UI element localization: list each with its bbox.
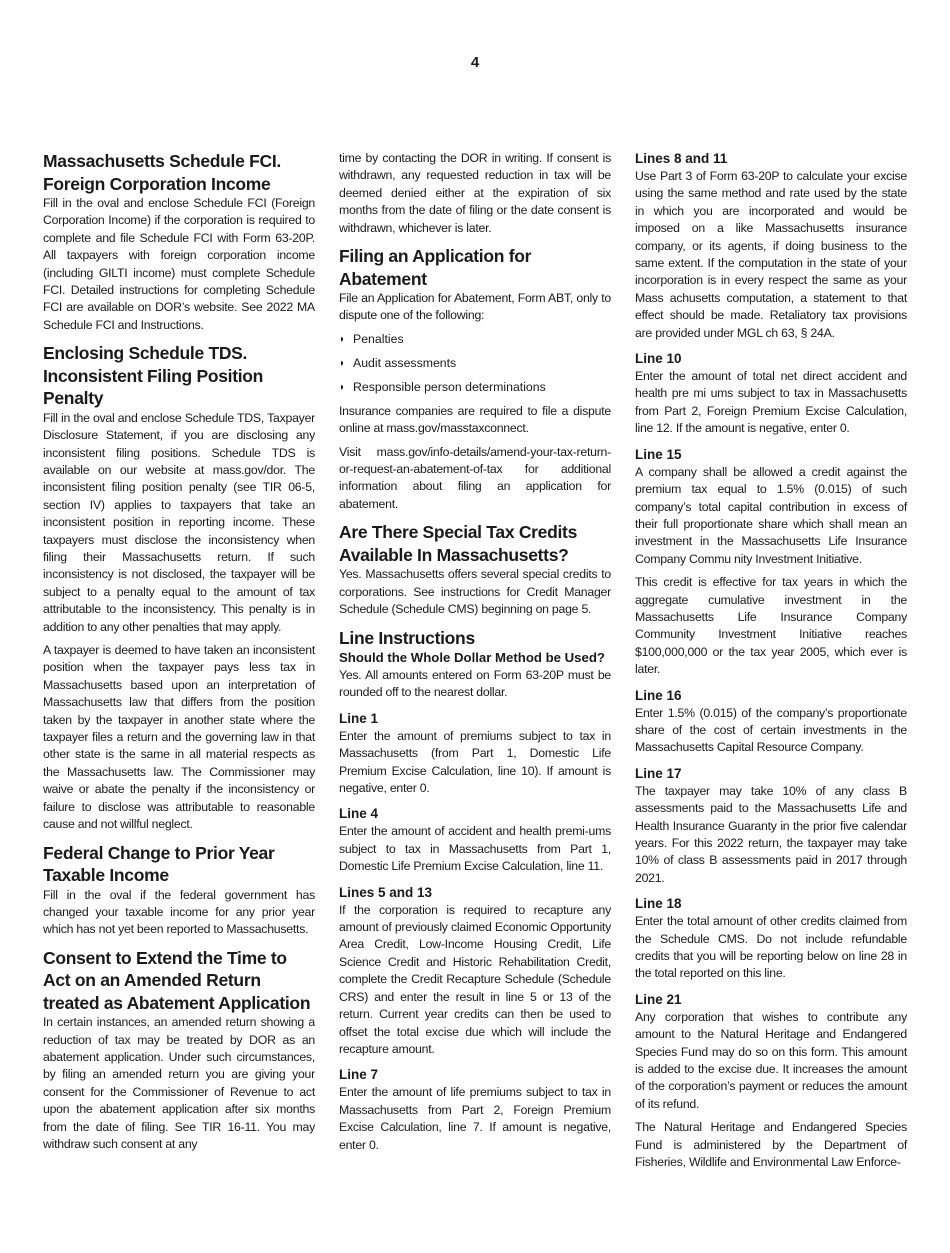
column-middle — [339, 150, 611, 1160]
continued-paragraph: time by contacting the DOR in writing. If consent is withdrawn, any requested reduction in tax will be deemed denied either at the expiration of six months from the date of filing or the date consent is withdrawn, whichever is later. — [339, 151, 611, 235]
list-item: ◗ Responsible person determinations — [339, 379, 546, 394]
section-heading-special-credits: Are There Special Tax Credits Available In Massachusetts? — [339, 522, 578, 565]
line-heading: Line 1 — [339, 710, 379, 726]
line-paragraph: If the corporation is required to recapture any amount of previously claimed Economic Opportunity Area Credit, Low-Income Housing Credit, Life Science Credit and Historic Rehabilitation Credit, complete the Credit Recapture Schedule (Schedule CRS) and enter the result in line 5 or 13 of the return. Current year credits can then be used to offset the total excise due which will include the recapture amount. — [339, 902, 611, 1056]
line-heading: Line 10 — [635, 351, 682, 367]
subheading-whole-dollar: Should the Whole Dollar Method be Used? — [339, 650, 605, 665]
bullet-icon: ◗ — [339, 381, 346, 393]
dispute-list — [339, 331, 611, 396]
line-paragraph: Enter the amount of accident and health premi-ums subject to tax in Massachusetts from Part 1, Domestic Life Premium Excise Calculation, line 11. — [339, 824, 611, 874]
section-paragraph: Fill in the oval and enclose Schedule TDS, Taxpayer Disclosure Statement, if you are disclosing any inconsistent filing positions. Schedule TDS is available on our website at mass.gov/dor. The inconsistent filing position penalty (see TIR 06-5, section IV) applies to taxpayers that take an inconsistent position in reporting income. These taxpayers must disclose the inconsistency when filing their Massachusetts return. If such inconsistency is not disclosed, the taxpayer will be subject to a penalty equal to the amount of tax attributable to the inconsistency. This penalty is in addition to any other penalties that may apply. — [43, 410, 315, 634]
section-paragraph: Visit mass.gov/info-details/amend-your-tax-return-or-request-an-abatement-of-tax for additional information about filing an application for abatement. — [339, 444, 611, 511]
line-heading: Line 4 — [339, 806, 379, 822]
line-paragraph: This credit is effective for tax years in which the aggregate cumulative investment in the Massachusetts Life Insurance Company Community Investment Initiative reaches $100,000,000 or the tax year 2005, which ever is later. — [635, 575, 907, 677]
section-heading-schedule-tds: Enclosing Schedule TDS. Inconsistent Filing Position Penalty — [43, 343, 264, 409]
section-paragraph: Fill in the oval and enclose Schedule FCI (Foreign Corporation Income) if the corporation is required to complete and file Schedule FCI with Form 63-20P. All taxpayers with foreign corporation income (including GILTI income) must complete Schedule FCI. Detailed instructions for completing Schedule FCI are available on DOR’s website. See 2022 MA Schedule FCI and Instructions. — [43, 196, 315, 332]
line-paragraph: Enter 1.5% (0.015) of the company’s proportionate share of the cost of certain investments in the Massachusetts Capital Resource Company. — [635, 705, 907, 755]
line-paragraph: A company shall be allowed a credit against the premium tax equal to 1.5% (0.015) of such company’s total capital contribution in excess of their full proportionate share which shall mean an investment in the Massachusetts Life Insurance Company Commu nity Investment Initiative. — [635, 464, 907, 566]
column-left — [43, 150, 315, 1159]
line-heading: Line 17 — [635, 765, 682, 781]
line-heading: Lines 5 and 13 — [339, 884, 433, 900]
section-paragraph: File an Application for Abatement, Form ABT, only to dispute one of the following: — [339, 291, 611, 323]
section-heading-schedule-fci: Massachusetts Schedule FCI. Foreign Corporation Income — [43, 151, 281, 194]
line-heading: Lines 8 and 11 — [635, 151, 728, 166]
line-paragraph: Enter the amount of life premiums subject to tax in Massachusetts from Part 2, Foreign Premium Excise Calculation, line 7. If amount is negative, enter 0. — [339, 1085, 611, 1152]
list-item: ◗ Audit assessments — [339, 355, 457, 370]
page-number: 4 — [470, 54, 480, 71]
bullet-icon: ◗ — [339, 357, 346, 369]
section-heading-line-instructions: Line Instructions — [339, 627, 475, 648]
line-paragraph: The taxpayer may take 10% of any class B assessments paid to the Massachusetts Life and Health Insurance Guaranty in the prior five calendar years. For this 2022 return, the taxpayer may take 10% of class B assessments paid in 2017 through 2021. — [635, 783, 907, 885]
line-heading: Line 18 — [635, 896, 682, 912]
line-paragraph: Any corporation that wishes to contribute any amount to the Natural Heritage and Endangered Species Fund may do so on this form. This amount is added to the excise due. It increases the amount of the corporation’s payment or reduces the amount of its refund. — [635, 1009, 907, 1111]
section-paragraph: Insurance companies are required to file a dispute online at mass.gov/masstaxconnect. — [339, 403, 611, 436]
line-paragraph: Enter the total amount of other credits claimed from the Schedule CMS. Do not include refundable credits that you will be reporting below on line 28 in the total reported on this line. — [635, 914, 907, 981]
section-heading-abatement: Filing an Application for Abatement — [339, 246, 532, 289]
section-paragraph: A taxpayer is deemed to have taken an inconsistent position when the taxpayer pays less tax in Massachusetts based upon an interpretation of Massachusetts law that differs from the position taken by the taxpayer in another state where the taxpayer files a return and the governing law in that other state is the same in all material respects as the Massachusetts law. The Commissioner may waive or abate the penalty if the inconsistency or failure to disclose was attributable to reasonable cause and not willful neglect. — [43, 643, 315, 832]
line-paragraph: Enter the amount of total net direct accident and health pre mi ums subject to tax in Massachusetts from Part 2, Foreign Premium Excise Calculation, line 12. If the amount is negative, enter 0. — [635, 369, 907, 436]
section-paragraph: Yes. Massachusetts offers several special credits to corporations. See instructions for Credit Manager Schedule (Schedule CMS) beginning on page 5. — [339, 567, 611, 617]
section-heading-federal-change: Federal Change to Prior Year Taxable Income — [43, 842, 275, 885]
section-heading-consent-extend: Consent to Extend the Time to Act on an Amended Return treated as Abatement Application — [43, 947, 311, 1013]
line-heading: Line 21 — [635, 991, 682, 1007]
line-heading: Line 7 — [339, 1067, 379, 1083]
line-paragraph: The Natural Heritage and Endangered Species Fund is administered by the Department of Fisheries, Wildlife and Environmental Law Enforce- — [635, 1120, 907, 1170]
line-heading: Line 15 — [635, 446, 682, 462]
section-paragraph: Yes. All amounts entered on Form 63-20P must be rounded off to the nearest dollar. — [339, 668, 611, 700]
bullet-icon: ◗ — [339, 333, 346, 345]
line-heading: Line 16 — [635, 687, 682, 703]
list-item: ◗ Penalties — [339, 331, 404, 346]
section-paragraph: In certain instances, an amended return showing a reduction of tax may be treated by DOR as an abatement application. Under such circumstances, by filing an amended return you are giving your consent for the Commissioner of Revenue to act upon the abatement application after six months from the date of filing. See TIR 16-11. You may withdraw such consent at any — [43, 1015, 315, 1152]
line-paragraph: Enter the amount of premiums subject to tax in Massachusetts (from Part 1, Domestic Life Premium Excise Calculation, line 10). If amount is negative, enter 0. — [339, 728, 611, 796]
line-paragraph: Use Part 3 of Form 63-20P to calculate your excise using the same method and rate used by the state in which you are incorporated and would be imposed on a like Massachusetts insurance company, or its agents, if doing business to the same extent. If the computation in the state of your incorporation is in every respect the same as your Mass achusetts computation, a statement to that effect should be made. Retaliatory tax provisions are provided under MGL ch 63, § 24A. — [635, 169, 907, 340]
section-paragraph: Fill in the oval if the federal government has changed your taxable income for any prior year which has not yet been reported to Massachusetts. — [43, 887, 315, 937]
column-right — [635, 150, 907, 1178]
